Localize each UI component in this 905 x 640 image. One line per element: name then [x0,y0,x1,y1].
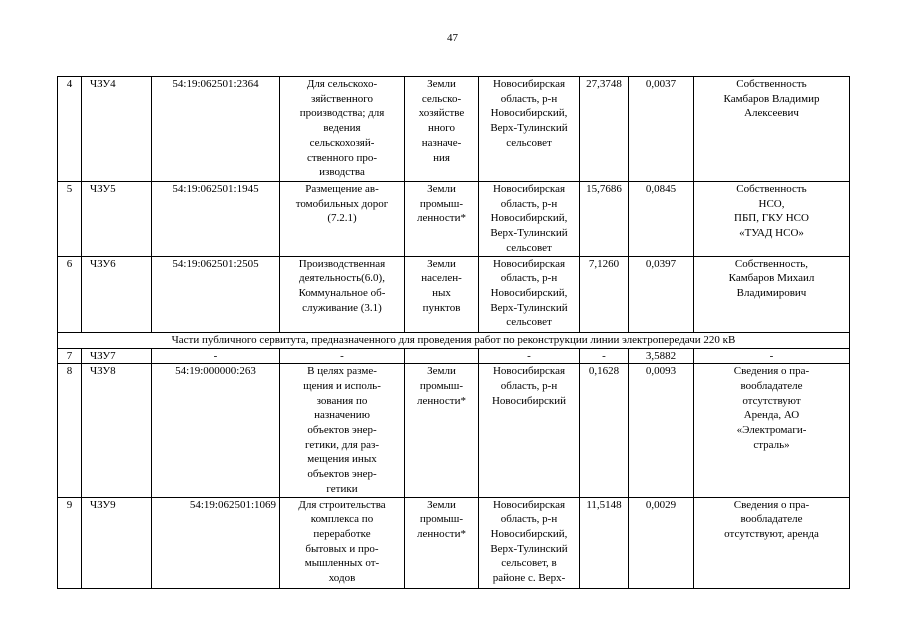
part-area: 0,0397 [629,256,694,332]
rights-holder: Сведения о пра- вообладателе отсутствуют, аренда [694,497,850,588]
permitted-use: - [280,348,405,364]
location: Новосибирская область, р-н Новосибирский, Верх-Тулинский сельсовет [479,77,580,182]
rights-holder: Собственность, Камбаров Михаил Владимирович [694,256,850,332]
part-area: 3,5882 [629,348,694,364]
table-row [58,497,850,588]
location: - [479,348,580,364]
location: Новосибирская область, р-н Новосибирский, Верх-Тулинский сельсовет [479,182,580,257]
parcel-area: 11,5148 [580,497,629,588]
part-area: 0,0093 [629,364,694,497]
cadastral-number: - [152,348,280,364]
section-header-row [58,332,850,348]
cadastral-number: 54:19:000000:263 [152,364,280,497]
table-row [58,256,850,332]
location: Новосибирская область, р-н Новосибирский, Верх-Тулинский сельсовет, в районе с. Верх- [479,497,580,588]
cadastral-number: 54:19:062501:1945 [152,182,280,257]
rights-holder: Собственность Камбаров Владимир Алексеевич [694,77,850,182]
parcel-area: 7,1260 [580,256,629,332]
section-title: Части публичного сервитута, предназначенного для проведения работ по реконструкции линии электропередачи 220 кВ [58,332,850,348]
land-category: Земли населен- ных пунктов [405,256,479,332]
part-area: 0,0029 [629,497,694,588]
rights-holder: Сведения о пра- вообладателе отсутствуют Аренда, АО «Электромаги- страль» [694,364,850,497]
parcel-area: 0,1628 [580,364,629,497]
land-category [405,348,479,364]
table-row [58,348,850,364]
part-area: 0,0845 [629,182,694,257]
row-number: 4 [58,77,82,182]
part-code: ЧЗУ5 [82,182,152,257]
location: Новосибирская область, р-н Новосибирский, Верх-Тулинский сельсовет [479,256,580,332]
part-code: ЧЗУ4 [82,77,152,182]
cadastral-number: 54:19:062501:2505 [152,256,280,332]
row-number: 6 [58,256,82,332]
row-number: 9 [58,497,82,588]
part-code: ЧЗУ8 [82,364,152,497]
table-row [58,364,850,497]
row-number: 8 [58,364,82,497]
cadastral-number: 54:19:062501:1069 [152,497,280,588]
part-code: ЧЗУ6 [82,256,152,332]
land-parcels-table [57,76,850,589]
rights-holder: Собственность НСО, ПБП, ГКУ НСО «ТУАД НСО» [694,182,850,257]
parcel-area: 15,7686 [580,182,629,257]
cadastral-number: 54:19:062501:2364 [152,77,280,182]
row-number: 5 [58,182,82,257]
table-row [58,77,850,182]
land-category: Земли промыш- ленности* [405,182,479,257]
parcel-area: 27,3748 [580,77,629,182]
location: Новосибирская область, р-н Новосибирский [479,364,580,497]
permitted-use: Для сельскохо- зяйственного производства; для ведения сельскохозяй- ственного про- изводства [280,77,405,182]
land-category: Земли промыш- ленности* [405,364,479,497]
table-row [58,182,850,257]
part-code: ЧЗУ9 [82,497,152,588]
row-number: 7 [58,348,82,364]
land-category: Земли сельско- хозяйстве нного назначе- ния [405,77,479,182]
page-number: 47 [447,32,458,44]
permitted-use: Размещение ав- томобильных дорог (7.2.1) [280,182,405,257]
parcel-area: - [580,348,629,364]
rights-holder: - [694,348,850,364]
part-code: ЧЗУ7 [82,348,152,364]
permitted-use: В целях разме- щения и исполь- зования по назначению объектов энер- гетики, для раз- мещения иных объектов энер- гетики [280,364,405,497]
land-category: Земли промыш- ленности* [405,497,479,588]
permitted-use: Производственная деятельность(6.0), Коммунальное об- служивание (3.1) [280,256,405,332]
permitted-use: Для строительства комплекса по переработке бытовых и про- мышленных от- ходов [280,497,405,588]
part-area: 0,0037 [629,77,694,182]
